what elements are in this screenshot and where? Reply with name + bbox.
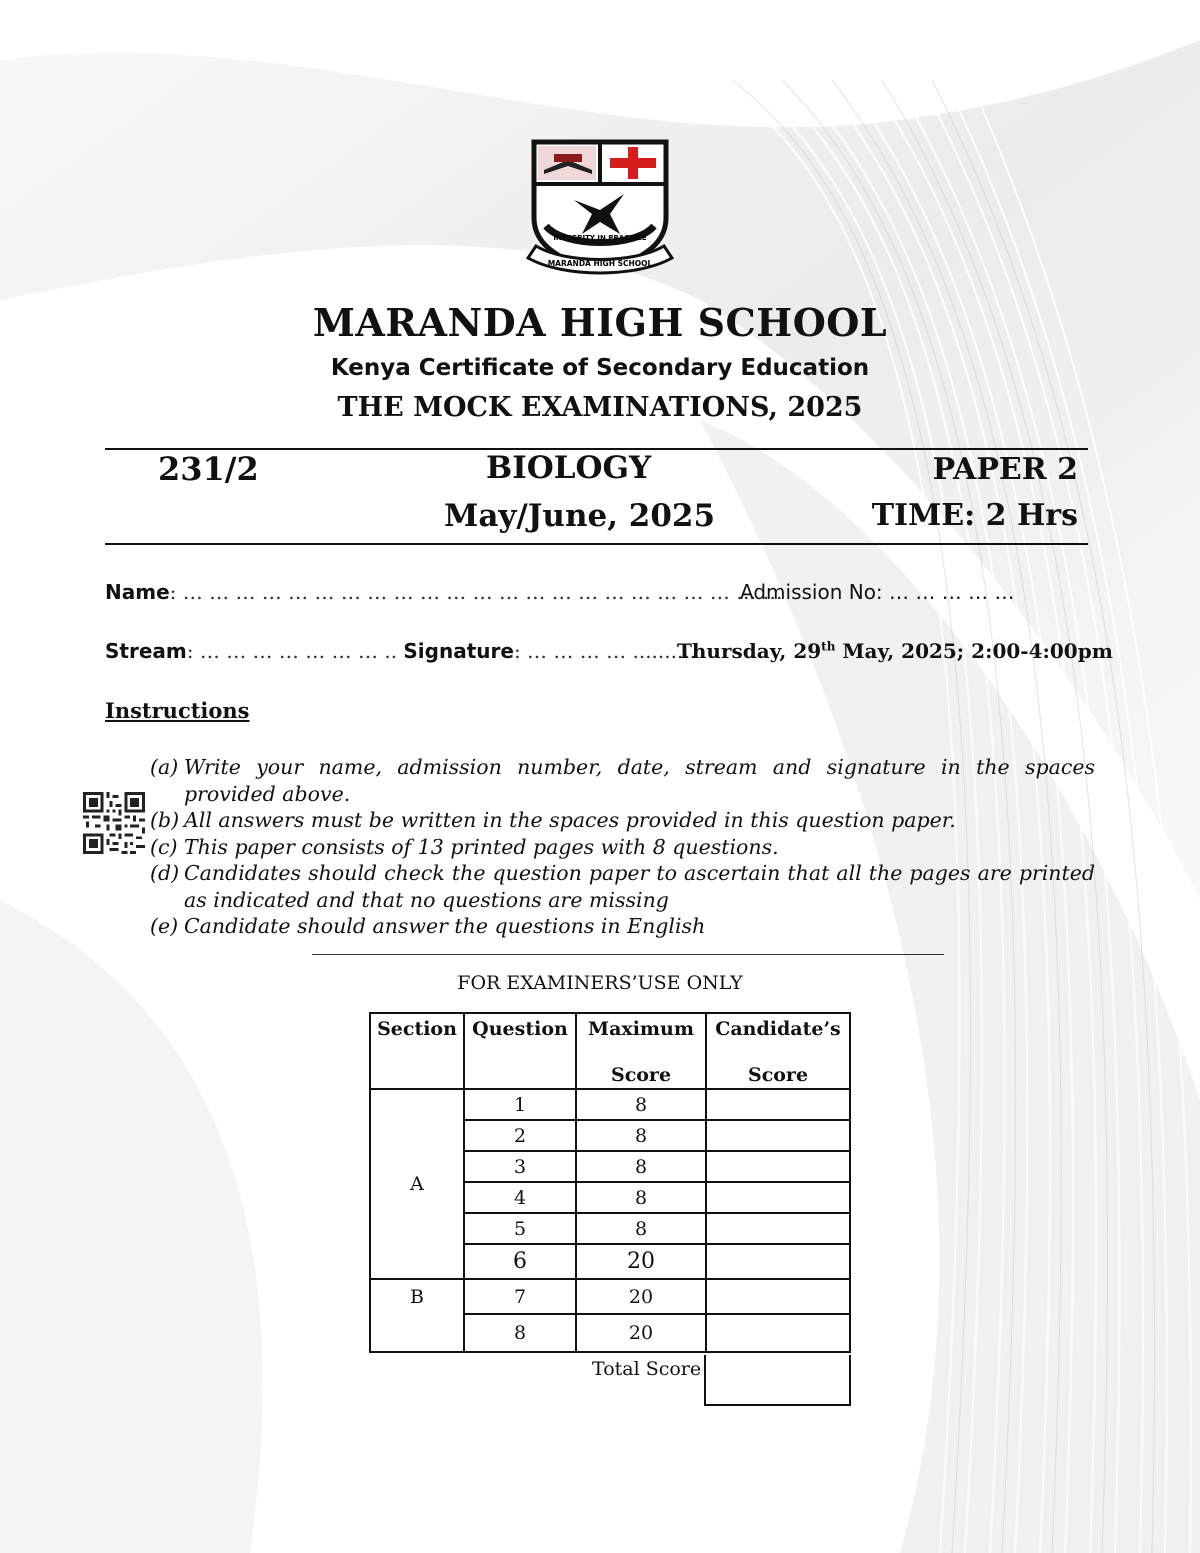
subject-name: BIOLOGY	[486, 450, 652, 486]
certificate-title: Kenya Certificate of Secondary Education	[330, 355, 870, 381]
header-question: Question	[464, 1013, 576, 1089]
candidate-score-cell[interactable]	[706, 1120, 850, 1151]
stream-label: Stream	[105, 639, 187, 663]
table-row: 3 8	[370, 1151, 850, 1182]
name-line[interactable]	[105, 580, 783, 604]
instruction-item: (d) Candidates should check the question paper to ascertain that all the pages are printed as indicated and that no questions are missing	[150, 861, 1095, 912]
candidate-score-cell[interactable]	[706, 1182, 850, 1213]
instructions-heading: Instructions	[105, 698, 250, 723]
paper-code: 231/2	[158, 450, 259, 488]
school-name: MARANDA HIGH SCHOOL	[312, 300, 888, 345]
table-row: 8 20	[370, 1314, 850, 1352]
candidate-score-cell[interactable]	[706, 1314, 850, 1352]
section-a-cell: A	[370, 1089, 464, 1279]
table-row: 2 8	[370, 1120, 850, 1151]
divider-line	[312, 954, 944, 955]
stream-field[interactable]: : … … … … … … … ..	[186, 639, 398, 663]
candidate-score-cell[interactable]	[706, 1089, 850, 1120]
name-field[interactable]: : … … … … … … … … … … … … … … … … … … … … … … …	[169, 580, 783, 604]
candidate-score-cell[interactable]	[706, 1213, 850, 1244]
stream-signature-line	[105, 639, 696, 663]
examiners-title: FOR EXAMINERS’USE ONLY	[457, 972, 743, 994]
candidate-score-cell[interactable]	[706, 1279, 850, 1314]
instruction-item: (c) This paper consists of 13 printed pages with 8 questions.	[150, 834, 779, 859]
instruction-item: (b) All answers must be written in the spaces provided in this question paper.	[150, 808, 956, 832]
header-section: Section	[370, 1013, 464, 1089]
candidate-score-cell[interactable]	[706, 1151, 850, 1182]
crest-banner: MARANDA HIGH SCHOOL	[547, 259, 653, 268]
total-score-cell[interactable]	[704, 1355, 851, 1406]
signature-label: Signature	[403, 639, 514, 663]
signature-field[interactable]: : … … … … ..........	[513, 639, 697, 663]
instructions-list	[150, 754, 1095, 940]
section-b-cell: B	[370, 1279, 464, 1352]
header-rule-bottom	[105, 543, 1088, 545]
qr-code	[83, 792, 145, 854]
table-row: 5 8	[370, 1213, 850, 1244]
candidate-score-cell[interactable]	[706, 1244, 850, 1279]
exam-session: May/June, 2025	[444, 498, 716, 534]
score-table	[369, 1012, 851, 1353]
exam-duration: TIME: 2 Hrs	[871, 498, 1078, 533]
name-label: Name	[105, 580, 170, 604]
header-candidate-score: Candidate’s Score	[706, 1013, 850, 1089]
total-score-label: Total Score	[592, 1358, 702, 1380]
exam-date: Thursday, 29th May, 2025; 2:00-4:00pm	[677, 639, 1113, 663]
table-row: A 1 8	[370, 1089, 850, 1120]
table-row: 4 8	[370, 1182, 850, 1213]
school-crest-logo	[524, 138, 676, 284]
header-maximum-score: Maximum Score	[576, 1013, 706, 1089]
admission-number-field[interactable]: Admission No: … … … … …	[740, 580, 1015, 604]
exam-title: THE MOCK EXAMINATIONS, 2025	[337, 392, 863, 423]
instruction-item: (e) Candidate should answer the questions in English	[150, 914, 706, 938]
crest-motto: INTEGRITY IN PRACTICE	[553, 234, 647, 242]
paper-number: PAPER 2	[932, 452, 1078, 487]
table-row: B 7 20	[370, 1279, 850, 1314]
table-row: 6 20	[370, 1244, 850, 1279]
instruction-item: (a) Write your name, admission number, date, stream and signature in the spaces provided above.	[150, 755, 1095, 806]
